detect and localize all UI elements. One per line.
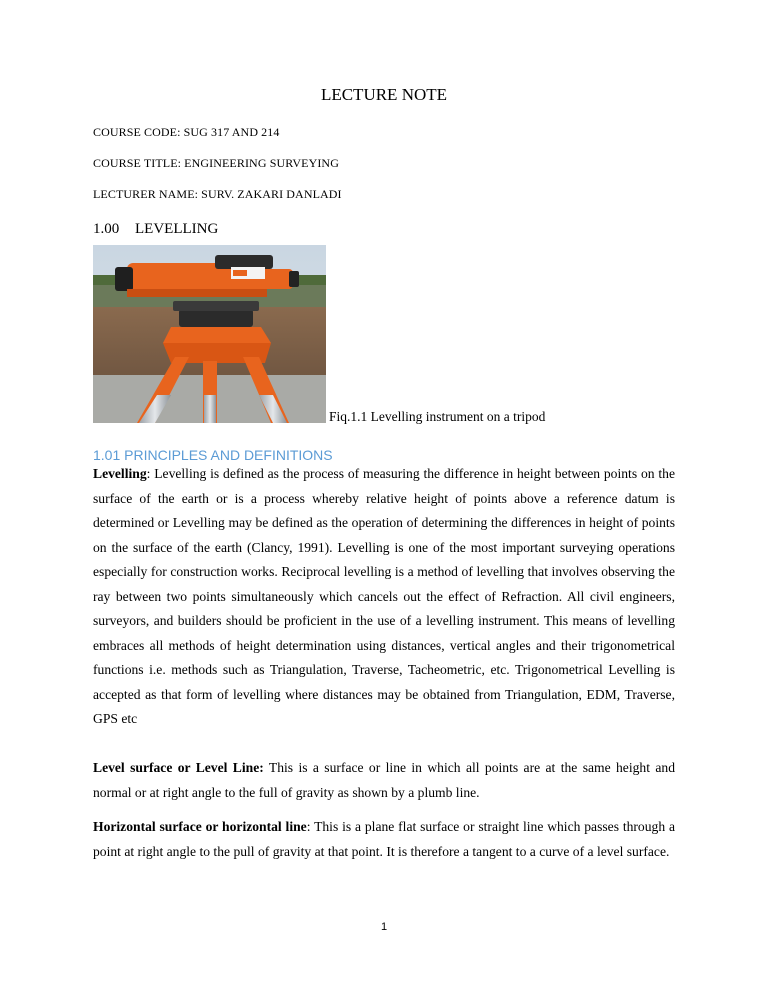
course-code: COURSE CODE: SUG 317 AND 214 [93,125,280,139]
definition-level-surface: This is a surface or line in which all points are at the same height and normal or at right angle to the full of gravity as shown by a plumb line. [93,760,675,800]
section-number: 1.00 [93,221,120,237]
lecturer-name: LECTURER NAME: SURV. ZAKARI DANLADI [93,187,342,201]
section-heading [93,221,218,238]
term-level-surface: Level surface or Level Line: [93,760,264,775]
term-horizontal-surface: Horizontal surface or horizontal line [93,819,307,834]
page-number: 1 [380,921,388,933]
paragraph-levelling [93,462,675,732]
paragraph-level-surface [93,756,675,805]
subsection-heading: 1.01 PRINCIPLES AND DEFINITIONS [93,447,333,463]
figure-caption: Fiq.1.1 Levelling instrument on a tripod [329,409,546,424]
term-levelling: Levelling [93,466,147,481]
course-title: COURSE TITLE: ENGINEERING SURVEYING [93,156,339,170]
levelling-instrument-photo [93,245,326,423]
paragraph-horizontal-surface [93,815,675,864]
definition-levelling: : Levelling is defined as the process of measuring the difference in height between points on the surface of the earth or is a process whereby relative height of points above a reference datum is determined or Levelling may be defined as the operation of determining the differences in height of points on the surface of the earth (Clancy, 1991). Levelling is one of the most important surveying operations especially for construction works. Reciprocal levelling is a method of levelling that involves observing the ray between two points simultaneously which cancels out the effect of Refraction. All civil engineers, surveyors, and builders should be proficient in the use of a levelling instrument. This means of levelling embraces all methods of height determination using distances, vertical angles and their trigonometrical functions i.e. methods such as Triangulation, Traverse, Tacheometric, etc. Trigonometrical Levelling is accepted as that form of levelling where distances may be obtained from Triangulation, EDM, Traverse, GPS etc [93,466,675,726]
definition-horizontal-surface: : This is a plane flat surface or straight line which passes through a point at right angle to the pull of gravity at that point. It is therefore a tangent to a curve of a level surface. [93,819,675,859]
page-title: LECTURE NOTE [320,85,448,104]
section-title: LEVELLING [135,221,219,237]
